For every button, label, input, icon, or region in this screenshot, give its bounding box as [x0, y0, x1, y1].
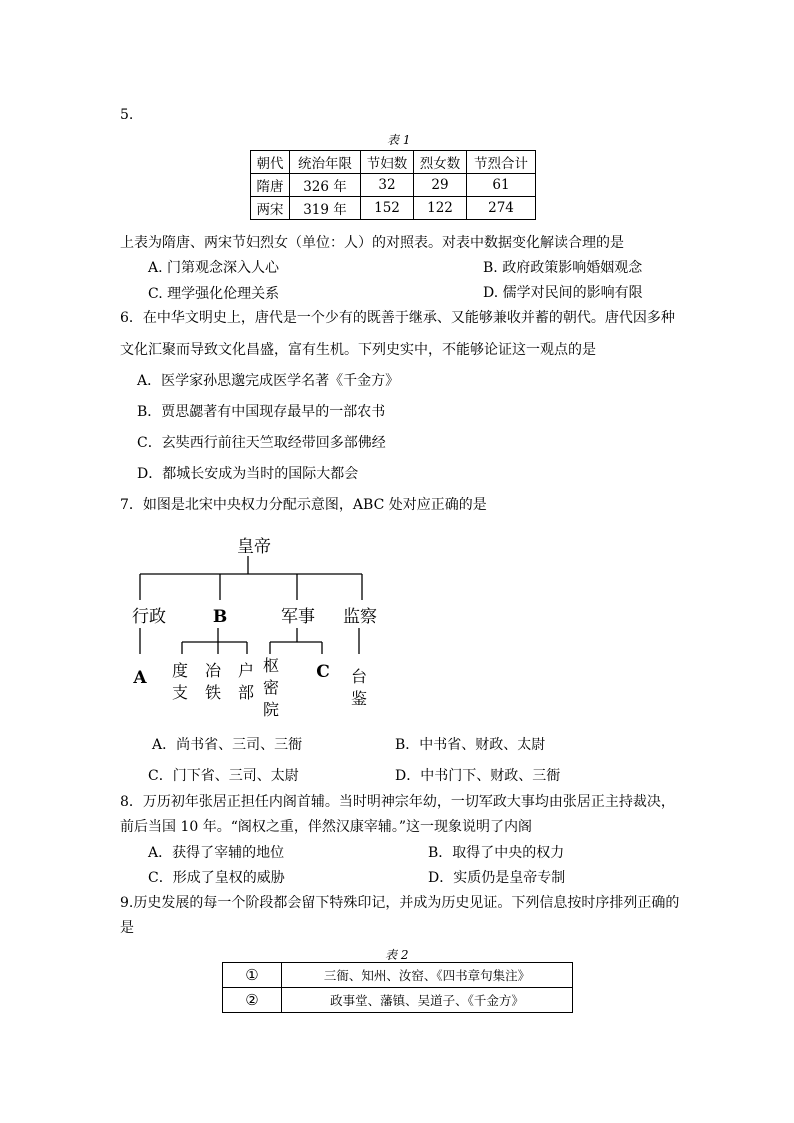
q9-table — [222, 962, 573, 1013]
q7-option-b[interactable]: B．中书省、财政、太尉 — [395, 737, 546, 753]
q5-option-c[interactable]: C. 理学强化伦理关系 — [148, 286, 280, 302]
q5-option-b[interactable]: B. 政府政策影响婚姻观念 — [483, 260, 643, 276]
diagram-vertical-labels — [172, 656, 367, 719]
q7-power-diagram — [110, 530, 410, 730]
q7-option-d[interactable]: D．中书门下、财政、三衙 — [395, 768, 561, 784]
table-header-cell: 节烈合计 — [467, 151, 536, 174]
q8-option-c[interactable]: C．形成了皇权的威胁 — [148, 870, 285, 886]
diagram-node-yetie: 冶铁 — [204, 661, 222, 702]
q6-option-b[interactable]: B．贾思勰著有中国现存最早的一部农书 — [137, 404, 386, 420]
q8-option-d[interactable]: D．实质仍是皇帝专制 — [428, 870, 566, 886]
q6-option-d[interactable]: D．都城长安成为当时的国际大都会 — [137, 466, 359, 482]
q7-stem: 7．如图是北宋中央权力分配示意图，ABC 处对应正确的是 — [120, 497, 487, 513]
diagram-node-shumiyuan: 枢密院 — [262, 656, 280, 719]
q8-stem-line1: 8．万历初年张居正担任内阁首辅。当时明神宗年幼，一切军政大事均由张居正主持裁决， — [120, 794, 675, 810]
diagram-node-taijian: 台鉴 — [350, 667, 368, 708]
q6-stem-line1: 6．在中华文明史上，唐代是一个少有的既善于继承、又能够兼收并蓄的朝代。唐代因多种 — [120, 310, 675, 326]
diagram-node-b: B — [212, 607, 228, 627]
q8-option-b[interactable]: B．取得了中央的权力 — [428, 845, 565, 861]
diagram-node-administration: 行政 — [132, 607, 166, 627]
table-header-cell: 烈女数 — [414, 151, 467, 174]
table-row — [251, 174, 536, 197]
q5-table-caption: 表 1 — [387, 133, 411, 147]
diagram-node-duzhi: 度支 — [171, 661, 189, 702]
q7-option-a[interactable]: A．尚书省、三司、三衙 — [152, 737, 303, 753]
table-cell: 29 — [414, 174, 467, 197]
q5-number: 5. — [120, 107, 134, 123]
table-row — [251, 197, 536, 220]
q6-option-a[interactable]: A．医学家孙思邈完成医学名著《千金方》 — [137, 373, 400, 389]
q9-stem-line2: 是 — [120, 920, 134, 936]
table-cell: 两宋 — [251, 197, 290, 220]
q5-option-a[interactable]: A. 门第观念深入人心 — [148, 260, 280, 276]
table-header-cell: 朝代 — [251, 151, 290, 174]
table-cell: 隋唐 — [251, 174, 290, 197]
q6-option-c[interactable]: C．玄奘西行前往天竺取经带回多部佛经 — [137, 435, 386, 451]
table-cell: 三衙、知州、汝窑、《四书章句集注》 — [282, 963, 573, 988]
table-row — [223, 963, 573, 988]
q9-table-caption: 表 2 — [385, 948, 409, 962]
table-cell: 61 — [467, 174, 536, 197]
q8-stem-line2: 前后当国 10 年。“阁权之重，伴然汉康宰辅。”这一现象说明了内阁 — [120, 819, 533, 835]
q5-option-d[interactable]: D. 儒学对民间的影响有限 — [483, 285, 643, 301]
table-header-row — [251, 151, 536, 174]
diagram-node-military: 军事 — [281, 607, 315, 627]
q8-option-a[interactable]: A．获得了宰辅的地位 — [148, 845, 285, 861]
table-cell: 122 — [414, 197, 467, 220]
q7-option-c[interactable]: C．门下省、三司、太尉 — [148, 768, 299, 784]
table-header-cell: 节妇数 — [361, 151, 414, 174]
table-cell: 319 年 — [290, 197, 361, 220]
diagram-node-hubu: 户部 — [237, 661, 255, 702]
q5-stem: 上表为隋唐、两宋节妇烈女（单位：人）的对照表。对表中数据变化解读合理的是 — [120, 235, 624, 251]
table-cell: 152 — [361, 197, 414, 220]
diagram-node-c: C — [316, 662, 330, 682]
q6-stem-line2: 文化汇聚而导致文化昌盛，富有生机。下列史实中，不能够论证这一观点的是 — [120, 342, 596, 358]
table-cell-number: ① — [223, 963, 282, 988]
q5-table — [250, 150, 536, 220]
table-cell: 326 年 — [290, 174, 361, 197]
diagram-node-a: A — [133, 668, 147, 688]
q9-stem-line1: 9.历史发展的每一个阶段都会留下特殊印记，并成为历史见证。下列信息按时序排列正确的 — [120, 895, 680, 911]
diagram-node-emperor: 皇帝 — [237, 537, 271, 557]
table-row — [223, 988, 573, 1013]
diagram-node-supervision: 监察 — [343, 607, 377, 627]
table-header-cell: 统治年限 — [290, 151, 361, 174]
table-cell-number: ② — [223, 988, 282, 1013]
table-cell: 政事堂、藩镇、吴道子、《千金方》 — [282, 988, 573, 1013]
table-cell: 32 — [361, 174, 414, 197]
table-cell: 274 — [467, 197, 536, 220]
